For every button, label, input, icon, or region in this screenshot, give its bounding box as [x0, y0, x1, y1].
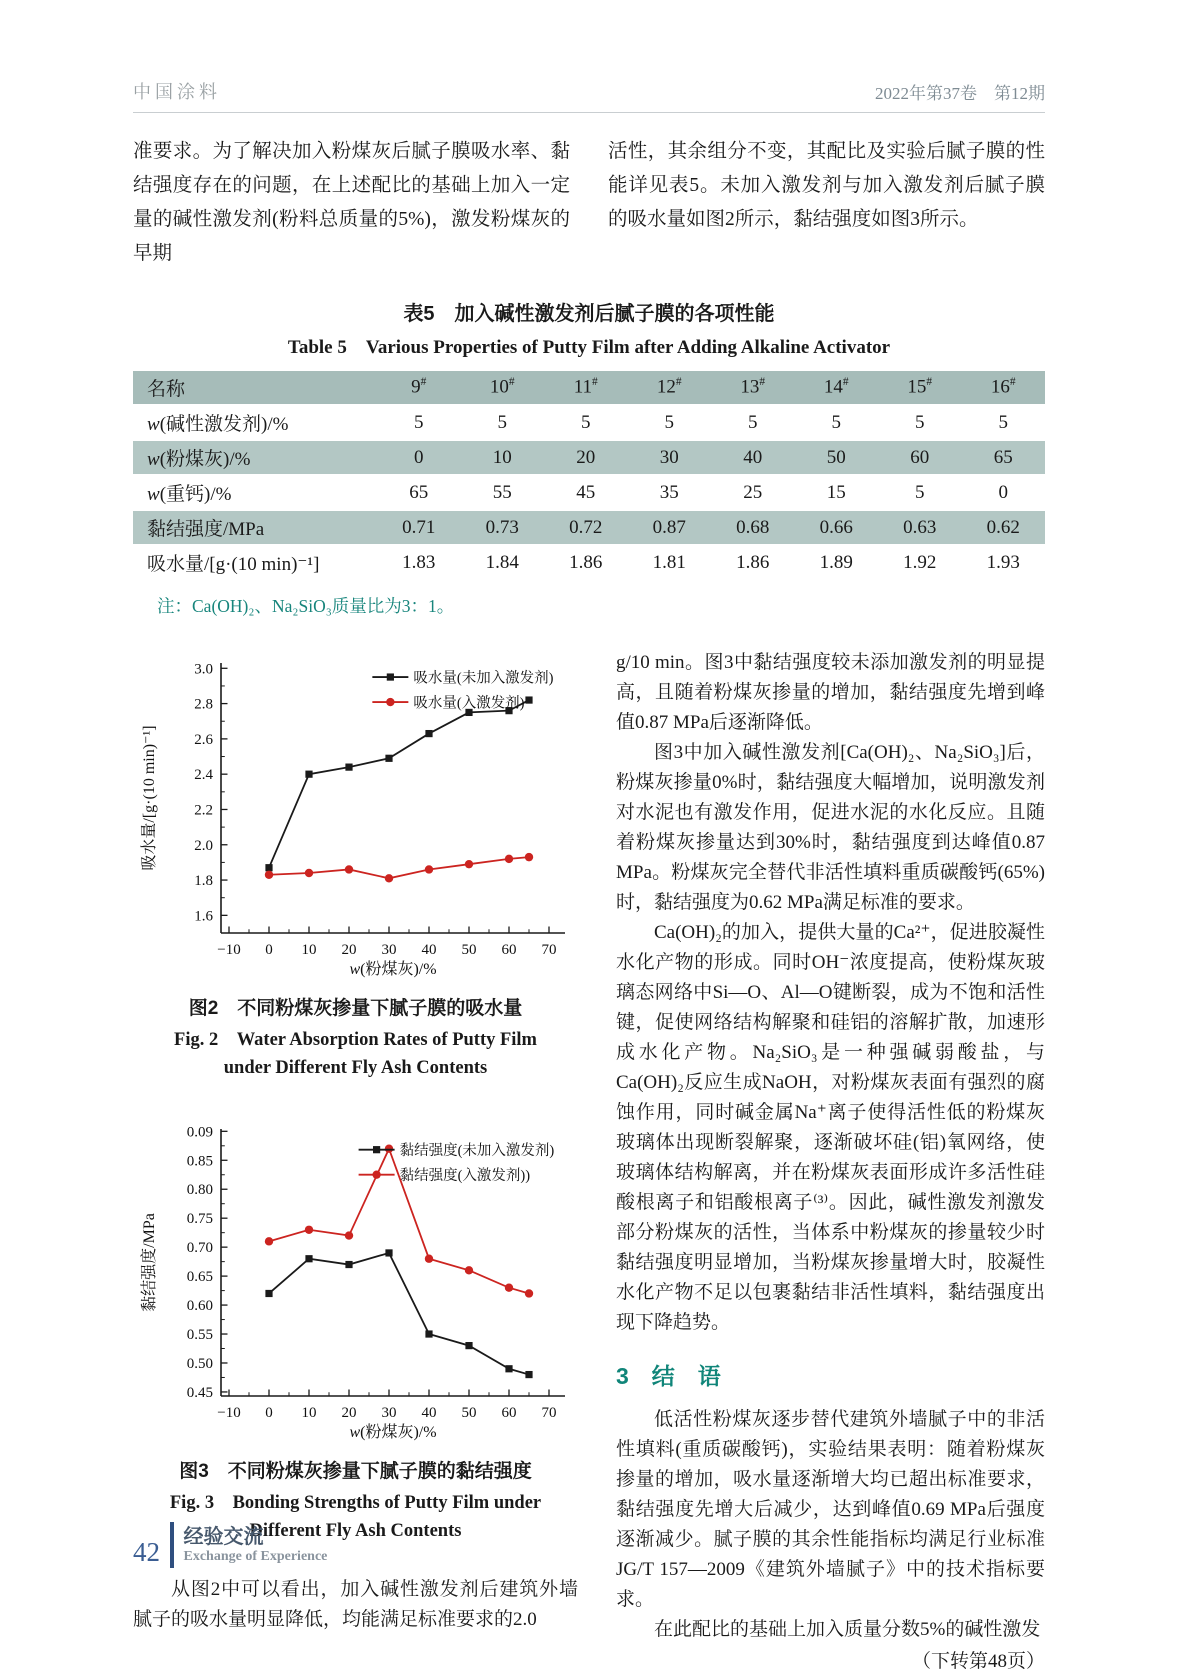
svg-text:0.09: 0.09 [186, 1124, 213, 1141]
svg-text:3.0: 3.0 [194, 661, 213, 678]
svg-text:2.8: 2.8 [194, 696, 213, 713]
svg-text:−10: −10 [217, 942, 241, 958]
table5-block [133, 297, 1045, 618]
row-value: 5 [628, 405, 712, 440]
svg-text:1.8: 1.8 [194, 873, 213, 890]
row-value: 55 [461, 475, 545, 510]
row-value: 1.92 [878, 545, 962, 580]
row-label: 吸水量/[g·(10 min)⁻¹] [133, 545, 377, 580]
body-paragraph-2: 图3中加入碱性激发剂[Ca(OH)₂、Na₂SiO₃]后，粉煤灰掺量0%时，黏结强度大幅增加，说明激发剂对水泥也有激发作用，促进水泥的水化反应。且随着粉煤灰掺量达到30%时，黏结强度到达峰值0.87 MPa。粉煤灰完全替代非活性填料重质碳酸钙(65%)时，黏结强度为0.62 MPa满足标准的要求。 [616, 742, 1045, 913]
svg-text:2.6: 2.6 [194, 731, 213, 748]
row-value: 65 [962, 440, 1046, 475]
svg-text:0.80: 0.80 [186, 1182, 213, 1199]
row-value: 5 [962, 405, 1046, 440]
svg-text:黏结强度(入激发剂)): 黏结强度(入激发剂)) [399, 1168, 531, 1185]
table5-title-zh: 表5 加入碱性激发剂后腻子膜的各项性能 [403, 303, 775, 325]
page-header [133, 0, 1045, 104]
svg-text:0.65: 0.65 [186, 1269, 213, 1286]
svg-text:w(粉煤灰)/%: w(粉煤灰)/% [349, 961, 437, 978]
table-header-sample: 11# [544, 370, 628, 405]
row-value: 1.89 [795, 545, 879, 580]
svg-text:2.2: 2.2 [194, 802, 213, 819]
table5-note: 注：Ca(OH)₂、Na₂SiO₃质量比为3：1。 [157, 596, 455, 616]
footer-column-zh: 经验交流 [183, 1526, 264, 1548]
svg-text:2.0: 2.0 [194, 837, 213, 854]
svg-text:70: 70 [541, 1405, 557, 1421]
row-value: 0.63 [878, 510, 962, 545]
row-value: 1.93 [962, 545, 1046, 580]
table-header-sample: 15# [878, 370, 962, 405]
row-value: 65 [377, 475, 461, 510]
svg-text:10: 10 [301, 942, 317, 958]
row-value: 25 [711, 475, 795, 510]
svg-text:w(粉煤灰)/%: w(粉煤灰)/% [349, 1424, 437, 1441]
page [133, 0, 1045, 1677]
svg-text:10: 10 [301, 1405, 317, 1421]
row-label: w(粉煤灰)/% [133, 440, 377, 475]
table-row [133, 405, 1045, 440]
intro-right-paragraph: 活性，其余组分不变，其配比及实验后腻子膜的性能详见表5。未加入激发剂与加入激发剂后腻子膜的吸水量如图2所示，黏结强度如图3所示。 [608, 141, 1045, 230]
fig3-caption-zh: 图3 不同粉煤灰掺量下腻子膜的黏结强度 [179, 1461, 532, 1482]
row-value: 5 [795, 405, 879, 440]
svg-text:50: 50 [461, 942, 477, 958]
table-header-sample: 14# [795, 370, 879, 405]
table5 [133, 369, 1045, 581]
table-header-name: 名称 [133, 370, 377, 405]
row-value: 0 [962, 475, 1046, 510]
fig3-chart [133, 1116, 578, 1448]
svg-text:2.4: 2.4 [194, 767, 213, 784]
svg-text:0.60: 0.60 [186, 1298, 213, 1315]
svg-text:0.55: 0.55 [186, 1327, 213, 1344]
svg-text:吸水量(入激发剂): 吸水量(入激发剂) [413, 695, 525, 712]
row-value: 0.72 [544, 510, 628, 545]
table-header-sample: 13# [711, 370, 795, 405]
row-value: 5 [461, 405, 545, 440]
svg-text:60: 60 [501, 1405, 517, 1421]
row-value: 5 [711, 405, 795, 440]
journal-name: 中国涂料 [133, 82, 221, 102]
body-paragraph-1: g/10 min。图3中黏结强度较未添加激发剂的明显提高，且随着粉煤灰掺量的增加，黏结强度先增到峰值0.87 MPa后逐渐降低。 [616, 652, 1045, 733]
conclusion-paragraph-2: 在此配比的基础上加入质量分数5%的碱性激发 [654, 1619, 1041, 1640]
section-3-heading: 3 结 语 [616, 1363, 721, 1389]
row-label: 黏结强度/MPa [133, 510, 377, 545]
svg-text:1.6: 1.6 [194, 908, 213, 925]
conclusion-paragraph-1: 低活性粉煤灰逐步替代建筑外墙腻子中的非活性填料(重质碳酸钙)，实验结果表明：随着粉煤灰掺量的增加，吸水量逐渐增大均已超出标准要求，黏结强度先增大后减少，达到峰值0.69 MPa后强度逐渐减少。腻子膜的其余性能指标均满足行业标准JG/T 157—2009《建筑外墙腻子》中的技术指标要求。 [616, 1409, 1045, 1610]
svg-text:0.50: 0.50 [186, 1355, 213, 1372]
row-value: 1.81 [628, 545, 712, 580]
page-footer [133, 1522, 327, 1568]
table-row [133, 475, 1045, 510]
row-label: w(重钙)/% [133, 475, 377, 510]
table5-title-en: Table 5 Various Properties of Putty Film after Adding Alkaline Activator [287, 337, 891, 358]
table-row [133, 510, 1045, 545]
svg-text:20: 20 [341, 1405, 357, 1421]
svg-text:0: 0 [265, 942, 273, 958]
row-value: 50 [795, 440, 879, 475]
svg-text:0.85: 0.85 [186, 1153, 213, 1170]
issue-info: 2022年第37卷 第12期 [875, 84, 1045, 103]
fig2-chart [133, 650, 578, 985]
row-value: 5 [377, 405, 461, 440]
row-value: 35 [628, 475, 712, 510]
footer-column-en: Exchange of Experience [183, 1549, 328, 1564]
row-value: 40 [711, 440, 795, 475]
body-paragraph-3: Ca(OH)₂的加入，提供大量的Ca²⁺，促进胶凝性水化产物的形成。同时OH⁻浓度提高，使粉煤灰玻璃态网络中Si—O、Al—O键断裂，成为不饱和活性键，促使网络结构解聚和硅铝的溶解扩散，加速形成水化产物。Na₂SiO₃是一种强碱弱酸盐，与Ca(OH)₂反应生成NaOH，对粉煤灰表面有强烈的腐蚀作用，同时碱金属Na⁺离子使得活性低的粉煤灰玻璃体出现断裂解聚，逐渐破坏硅(铝)氧网络，使玻璃体结构解离，并在粉煤灰表面形成许多活性硅酸根离子和铝酸根离子⁽³⁾。因此，碱性激发剂激发部分粉煤灰的活性，当体系中粉煤灰的掺量较少时黏结强度明显增加，当粉煤灰掺量增大时，胶凝性水化产物不足以包裹黏结非活性填料，黏结强度出现下降趋势。 [616, 922, 1045, 1333]
row-value: 1.86 [544, 545, 628, 580]
header-rule [133, 112, 1045, 113]
row-value: 5 [544, 405, 628, 440]
row-value: 0.66 [795, 510, 879, 545]
svg-text:70: 70 [541, 942, 557, 958]
figure-2 [133, 650, 578, 1082]
table-header-sample: 10# [461, 370, 545, 405]
fig2-caption-zh: 图2 不同粉煤灰掺量下腻子膜的吸水量 [188, 998, 523, 1019]
continued-note: （下转第48页） [911, 1651, 1045, 1672]
row-value: 0.87 [628, 510, 712, 545]
svg-text:黏结强度(未加入激发剂): 黏结强度(未加入激发剂) [399, 1143, 555, 1160]
row-value: 20 [544, 440, 628, 475]
row-value: 0.68 [711, 510, 795, 545]
row-value: 1.83 [377, 545, 461, 580]
table-row [133, 545, 1045, 580]
figure-3 [133, 1116, 578, 1545]
fig2-caption-en: Fig. 2 Water Absorption Rates of Putty Film under Different Fly Ash Contents [174, 1030, 537, 1078]
svg-text:0: 0 [265, 1405, 273, 1421]
svg-text:30: 30 [381, 1405, 397, 1421]
row-value: 0.62 [962, 510, 1046, 545]
page-number: 42 [133, 1537, 160, 1567]
svg-text:50: 50 [461, 1405, 477, 1421]
svg-text:40: 40 [421, 1405, 437, 1421]
svg-text:0.45: 0.45 [186, 1384, 213, 1401]
row-value: 0 [377, 440, 461, 475]
table-row [133, 440, 1045, 475]
svg-text:−10: −10 [217, 1405, 241, 1421]
svg-text:0.70: 0.70 [186, 1240, 213, 1257]
right-column [616, 648, 1045, 1677]
row-value: 0.71 [377, 510, 461, 545]
table-header-sample: 12# [628, 370, 712, 405]
fig3-caption-en: Fig. 3 Bonding Strengths of Putty Film under Different Fly Ash Contents [169, 1493, 542, 1541]
row-value: 0.73 [461, 510, 545, 545]
svg-text:40: 40 [421, 942, 437, 958]
svg-text:黏结强度/MPa: 黏结强度/MPa [141, 1213, 158, 1312]
svg-text:60: 60 [501, 942, 517, 958]
svg-text:吸水量/[g·(10 min)⁻¹]: 吸水量/[g·(10 min)⁻¹] [141, 725, 158, 871]
intro-left-paragraph: 准要求。为了解决加入粉煤灰后腻子膜吸水率、黏结强度存在的问题，在上述配比的基础上加入一定量的碱性激发剂(粉料总质量的5%)，激发粉煤灰的早期 [133, 141, 570, 264]
row-value: 60 [878, 440, 962, 475]
row-value: 1.84 [461, 545, 545, 580]
row-value: 1.86 [711, 545, 795, 580]
table-header-row [133, 370, 1045, 405]
row-value: 5 [878, 475, 962, 510]
left-bottom-paragraph: 从图2中可以看出，加入碱性激发剂后建筑外墙腻子的吸水量明显降低，均能满足标准要求的2.0 [133, 1579, 578, 1630]
row-label: w(碱性激发剂)/% [133, 405, 377, 440]
footer-divider [170, 1522, 174, 1568]
row-value: 5 [878, 405, 962, 440]
row-value: 45 [544, 475, 628, 510]
table-header-sample: 16# [962, 370, 1046, 405]
svg-text:30: 30 [381, 942, 397, 958]
row-value: 15 [795, 475, 879, 510]
svg-text:吸水量(未加入激发剂): 吸水量(未加入激发剂) [413, 670, 554, 687]
intro-columns [133, 135, 1045, 271]
svg-text:20: 20 [341, 942, 357, 958]
svg-text:0.75: 0.75 [186, 1211, 213, 1228]
row-value: 10 [461, 440, 545, 475]
table-header-sample: 9# [377, 370, 461, 405]
row-value: 30 [628, 440, 712, 475]
